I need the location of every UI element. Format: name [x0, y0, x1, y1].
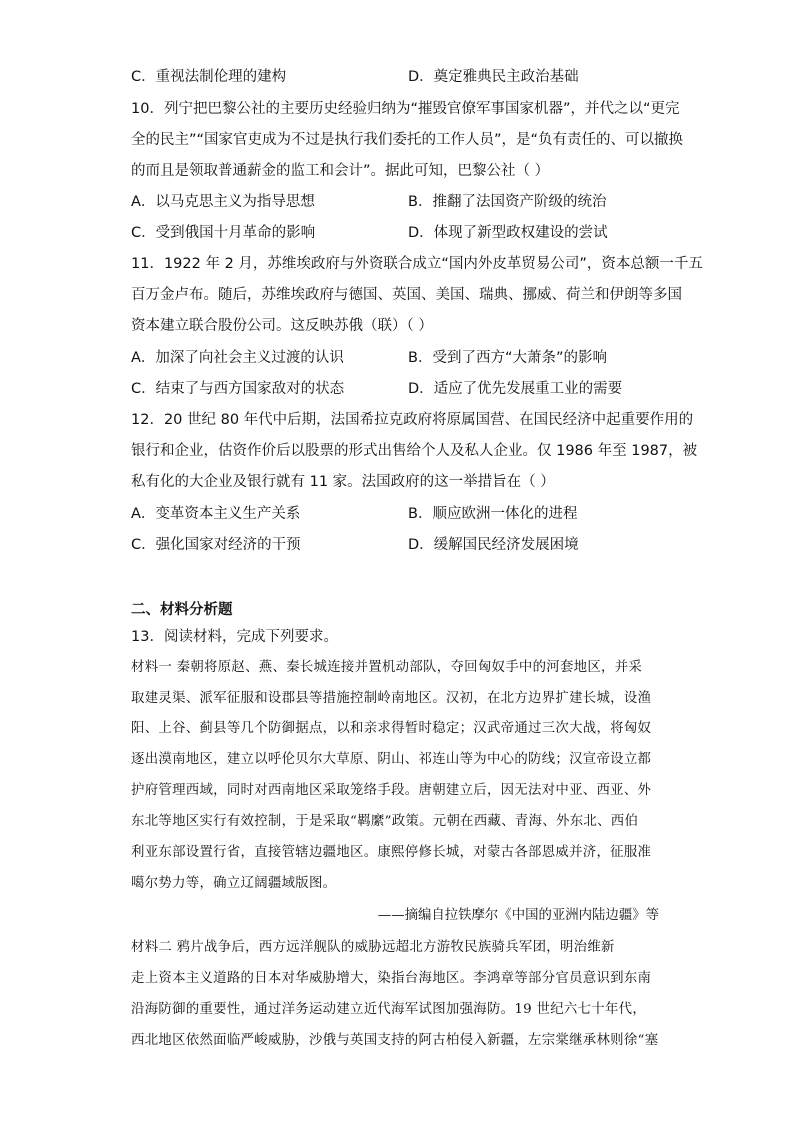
q11-stem-line-2: 百万金卢布。随后，苏维埃政府与德国、英国、美国、瑞典、挪威、荷兰和伊朗等多国: [131, 287, 682, 303]
q10-option-d: D．体现了新型政权建设的尝试: [408, 225, 608, 241]
material2-line: 走上资本主义道路的日本对华威胁增大，染指台海地区。李鸿章等部分官员意识到东南: [131, 971, 652, 986]
material2-line: 材料二 鸦片战争后，西方远洋舰队的威胁远超北方游牧民族骑兵军团，明治维新: [131, 940, 615, 955]
material2-line: 西北地区依然面临严峻威胁，沙俄与英国支持的阿古柏侵入新疆，左宗棠继承林则徐“塞: [131, 1033, 659, 1048]
q13-stem: 13．阅读材料，完成下列要求。: [131, 629, 338, 645]
q11-stem-line-1: 11．1922 年 2 月，苏维埃政府与外资联合成立“国内外皮革贸易公司”，资本总额一千五: [131, 256, 703, 272]
section-heading: 二、材料分析题: [131, 602, 233, 618]
q11-option-a: A．加深了向社会主义过渡的认识: [131, 350, 344, 366]
q10-stem-line-2: 全的民主”“国家官吏成为不过是执行我们委托的工作人员”，是“负有责任的、可以撤换: [131, 132, 684, 148]
q10-option-a: A．以马克思主义为指导思想: [131, 194, 315, 210]
q11-stem-line-3: 资本建立联合股份公司。这反映苏俄（联）（ ）: [131, 318, 433, 334]
material1-line: 护府管理西域，同时对西南地区采取笼络手段。唐朝建立后，因无法对中亚、西亚、外: [131, 783, 652, 798]
q11-option-c: C．结束了与西方国家敌对的状态: [131, 381, 345, 397]
material1-line: 东北等地区实行有效控制，于是采取“羁縻”政策。元朝在西藏、青海、外东北、西伯: [131, 814, 639, 829]
q12-option-b: B．顺应欧洲一体化的进程: [408, 506, 578, 522]
material1-source: ——摘编自拉铁摩尔《中国的亚洲内陆边疆》等: [377, 908, 659, 923]
q12-stem-line-2: 银行和企业，估资作价后以股票的形式出售给个人及私人企业。仅 1986 年至 1987，被: [131, 443, 698, 459]
material2-line: 沿海防御的重要性，通过洋务运动建立近代海军试图加强海防。19 世纪六七十年代，: [131, 1002, 647, 1017]
q12-stem-line-1: 12．20 世纪 80 年代中后期，法国希拉克政府将原属国营、在国民经济中起重要作用的: [131, 412, 694, 428]
q12-option-d: D．缓解国民经济发展困境: [408, 537, 579, 553]
q12-stem-line-3: 私有化的大企业及银行就有 11 家。法国政府的这一举措旨在（ ）: [131, 474, 555, 490]
q9-option-c: C．重视法制伦理的建构: [131, 69, 287, 85]
q10-option-b: B．推翻了法国资产阶级的统治: [408, 194, 607, 210]
q10-stem-line-3: 的而且是领取普通薪金的监工和会计”。据此可知，巴黎公社（ ）: [131, 163, 550, 179]
q12-option-c: C．强化国家对经济的干预: [131, 537, 301, 553]
material1-line: 阳、上谷、蓟县等几个防御据点，以和亲求得暂时稳定；汉武帝通过三次大战，将匈奴: [131, 721, 652, 736]
q12-option-a: A．变革资本主义生产关系: [131, 506, 301, 522]
material1-line: 取建灵渠、派军征服和设郡县等措施控制岭南地区。汉初，在北方边界扩建长城，设渔: [131, 691, 652, 706]
q9-option-d: D．奠定雅典民主政治基础: [408, 69, 579, 85]
q11-option-b: B．受到了西方“大萧条”的影响: [408, 350, 607, 366]
q10-stem-line-1: 10．列宁把巴黎公社的主要历史经验归纳为“摧毁官僚军事国家机器”，并代之以“更完: [131, 101, 680, 117]
material1-line: 利亚东部设置行省，直接管辖边疆地区。康熙停修长城，对蒙古各部恩威并济，征服准: [131, 845, 652, 860]
q10-option-c: C．受到俄国十月革命的影响: [131, 225, 316, 241]
material1-line: 材料一 秦朝将原赵、燕、秦长城连接并置机动部队，夺回匈奴手中的河套地区，并采: [131, 660, 643, 675]
material1-line: 逐出漠南地区，建立以呼伦贝尔大草原、阴山、祁连山等为中心的防线；汉宣帝设立都: [131, 752, 652, 767]
material1-line: 噶尔势力等，确立辽阔疆域版图。: [131, 876, 337, 891]
q11-option-d: D．适应了优先发展重工业的需要: [408, 381, 623, 397]
